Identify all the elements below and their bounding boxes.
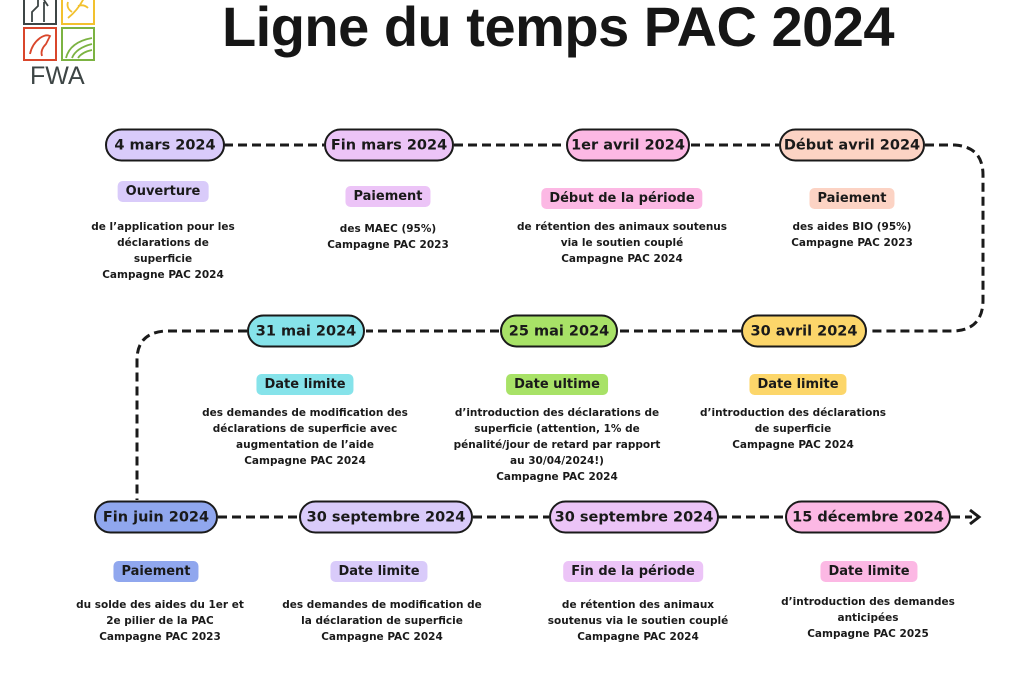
page-title: Ligne du temps PAC 2024 — [221, 0, 895, 58]
event-description: des MAEC (95%) Campagne PAC 2023 — [327, 223, 449, 251]
event-tag: Date ultime — [506, 374, 608, 395]
date-pill: 4 mars 2024 — [105, 129, 225, 162]
event-tag: Paiement — [113, 561, 198, 582]
event-tag: Paiement — [345, 186, 430, 207]
event-tag: Date limite — [256, 374, 353, 395]
date-pill: 1er avril 2024 — [566, 129, 690, 162]
logo-text: FWA — [30, 62, 85, 90]
event-tag: Ouverture — [118, 181, 209, 202]
event-description: d’introduction des déclarations de superficie (attention, 1% de pénalité/jour de retard par rapport au 30/04/2024!) Campagne PAC 2024 — [453, 407, 661, 483]
event-description: des demandes de modification de la déclaration de superficie Campagne PAC 2024 — [282, 599, 482, 643]
date-pill: 31 mai 2024 — [247, 315, 365, 348]
event-description: du solde des aides du 1er et 2e pilier de la PAC Campagne PAC 2023 — [76, 599, 244, 643]
date-pill: Début avril 2024 — [779, 129, 925, 162]
event-tag: Paiement — [809, 188, 894, 209]
event-description: de l’application pour les déclarations de superficie Campagne PAC 2024 — [91, 221, 235, 281]
date-pill: 15 décembre 2024 — [785, 501, 951, 534]
event-description: d’introduction des demandes anticipées Campagne PAC 2025 — [781, 596, 955, 640]
event-tag: Fin de la période — [563, 561, 703, 582]
event-tag: Date limite — [330, 561, 427, 582]
date-pill: Fin juin 2024 — [94, 501, 218, 534]
event-description: des aides BIO (95%) Campagne PAC 2023 — [791, 221, 913, 249]
event-description: d’introduction des déclarations de superficie Campagne PAC 2024 — [699, 407, 887, 451]
event-tag: Date limite — [820, 561, 917, 582]
date-pill: 25 mai 2024 — [500, 315, 618, 348]
date-pill: 30 avril 2024 — [741, 315, 867, 348]
event-description: de rétention des animaux soutenus via le soutien couplé Campagne PAC 2024 — [516, 221, 728, 265]
event-description: des demandes de modification des déclarations de superficie avec augmentation de l’aide Campagne PAC 2024 — [202, 407, 408, 467]
date-pill: 30 septembre 2024 — [549, 501, 719, 534]
date-pill: Fin mars 2024 — [324, 129, 454, 162]
date-pill: 30 septembre 2024 — [299, 501, 473, 534]
event-tag: Début de la période — [541, 188, 702, 209]
event-tag: Date limite — [749, 374, 846, 395]
event-description: de rétention des animaux soutenus via le soutien couplé Campagne PAC 2024 — [547, 599, 729, 643]
